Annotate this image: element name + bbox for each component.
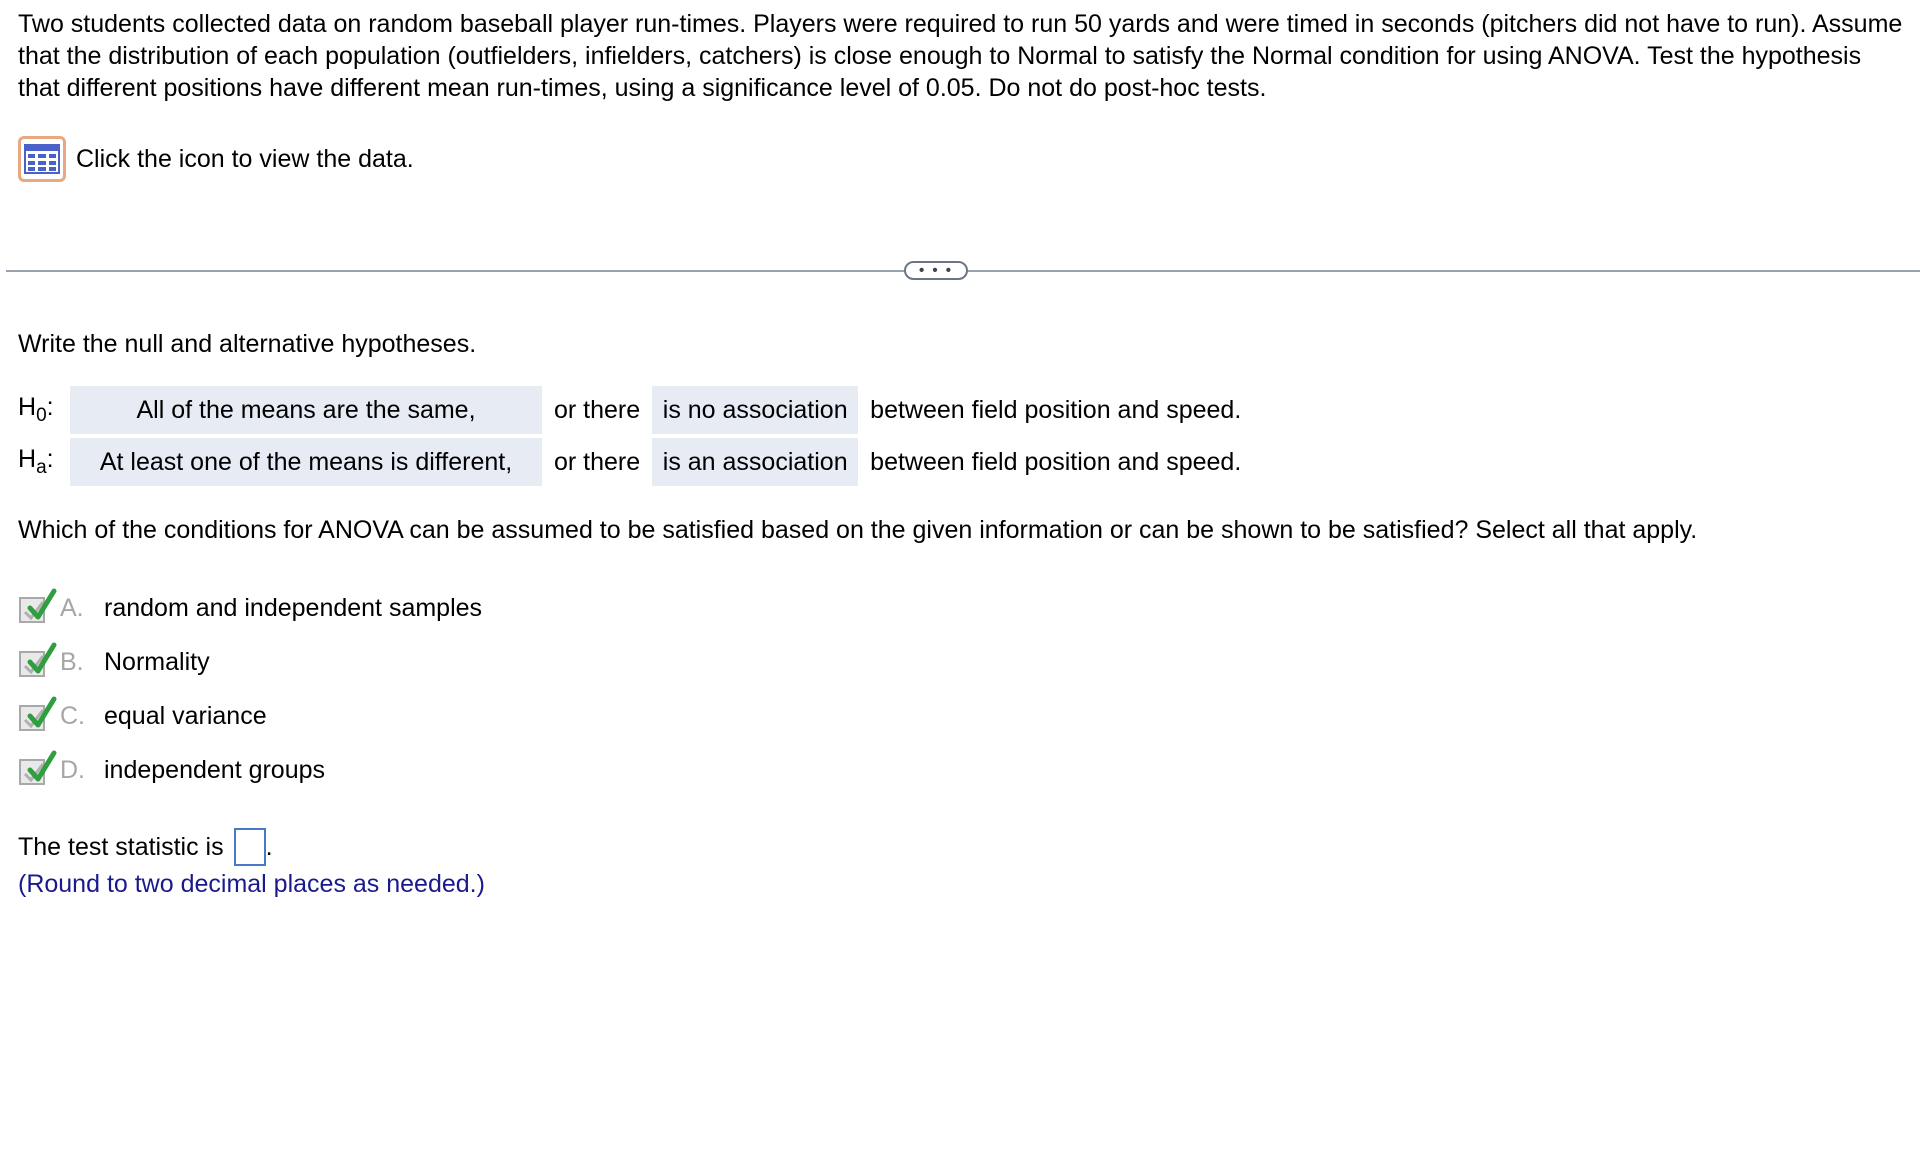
view-data-text[interactable]: Click the icon to view the data. [76,145,414,173]
option-letter: A. [60,593,84,622]
conditions-question: Which of the conditions for ANOVA can be assumed to be satisfied based on the given information or can be shown to be satisfied? Select all that apply. [18,516,1698,544]
checked-checkbox-icon[interactable] [18,588,60,628]
alternative-association-answer[interactable]: is an association [652,438,858,486]
table-icon[interactable] [18,136,66,182]
alternative-hypothesis-row [18,438,1241,486]
rounding-hint: (Round to two decimal places as needed.) [18,870,485,898]
alternative-connector-text: or there [554,447,641,476]
alternative-tail-text: between field position and speed. [870,447,1242,476]
option-label[interactable]: independent groups [104,755,326,784]
test-statistic-line [18,828,273,866]
condition-option-a[interactable] [18,588,482,628]
option-label[interactable]: Normality [104,647,210,676]
condition-option-c[interactable] [18,696,267,736]
test-statistic-label: The test statistic is [18,833,224,861]
test-statistic-period: . [265,833,273,861]
null-hypothesis-answer[interactable]: All of the means are the same, [70,386,542,434]
condition-option-b[interactable] [18,642,210,682]
alternative-hypothesis-answer[interactable]: At least one of the means is different, [70,438,542,486]
null-hypothesis-row [18,386,1241,434]
null-hypothesis-label: $H_0$: [18,393,54,426]
view-data-link[interactable] [18,136,414,182]
problem-text: Two students collected data on random baseball player run-times. Players were required to run 50 yards and were timed in seconds (pitchers did not have to run). Assume that the distribution of each population (outfielders, infielders, catchers) is close enough to Normal to satisfy the Normal condition for using ANOVA. Test the hypothesis that different positions have different mean run-times, using a significance level of 0.05. Do not do post-hoc tests. [18,10,1903,102]
test-statistic-input[interactable] [234,828,266,866]
problem-statement [18,8,1908,104]
null-tail-text: between field position and speed. [870,395,1242,424]
hypotheses-prompt: Write the null and alternative hypotheses. [18,330,477,358]
alternative-hypothesis-label: $H_a$: [18,445,54,478]
condition-option-d[interactable] [18,750,325,790]
option-label[interactable]: random and independent samples [104,593,483,622]
checked-checkbox-icon[interactable] [18,750,60,790]
checked-checkbox-icon[interactable] [18,696,60,736]
option-letter: B. [60,647,84,676]
null-association-answer[interactable]: is no association [652,386,858,434]
expand-more-button[interactable]: • • • [904,261,968,280]
option-letter: C. [60,701,85,730]
option-label[interactable]: equal variance [104,701,267,730]
option-letter: D. [60,755,85,784]
checked-checkbox-icon[interactable] [18,642,60,682]
null-connector-text: or there [554,395,641,424]
